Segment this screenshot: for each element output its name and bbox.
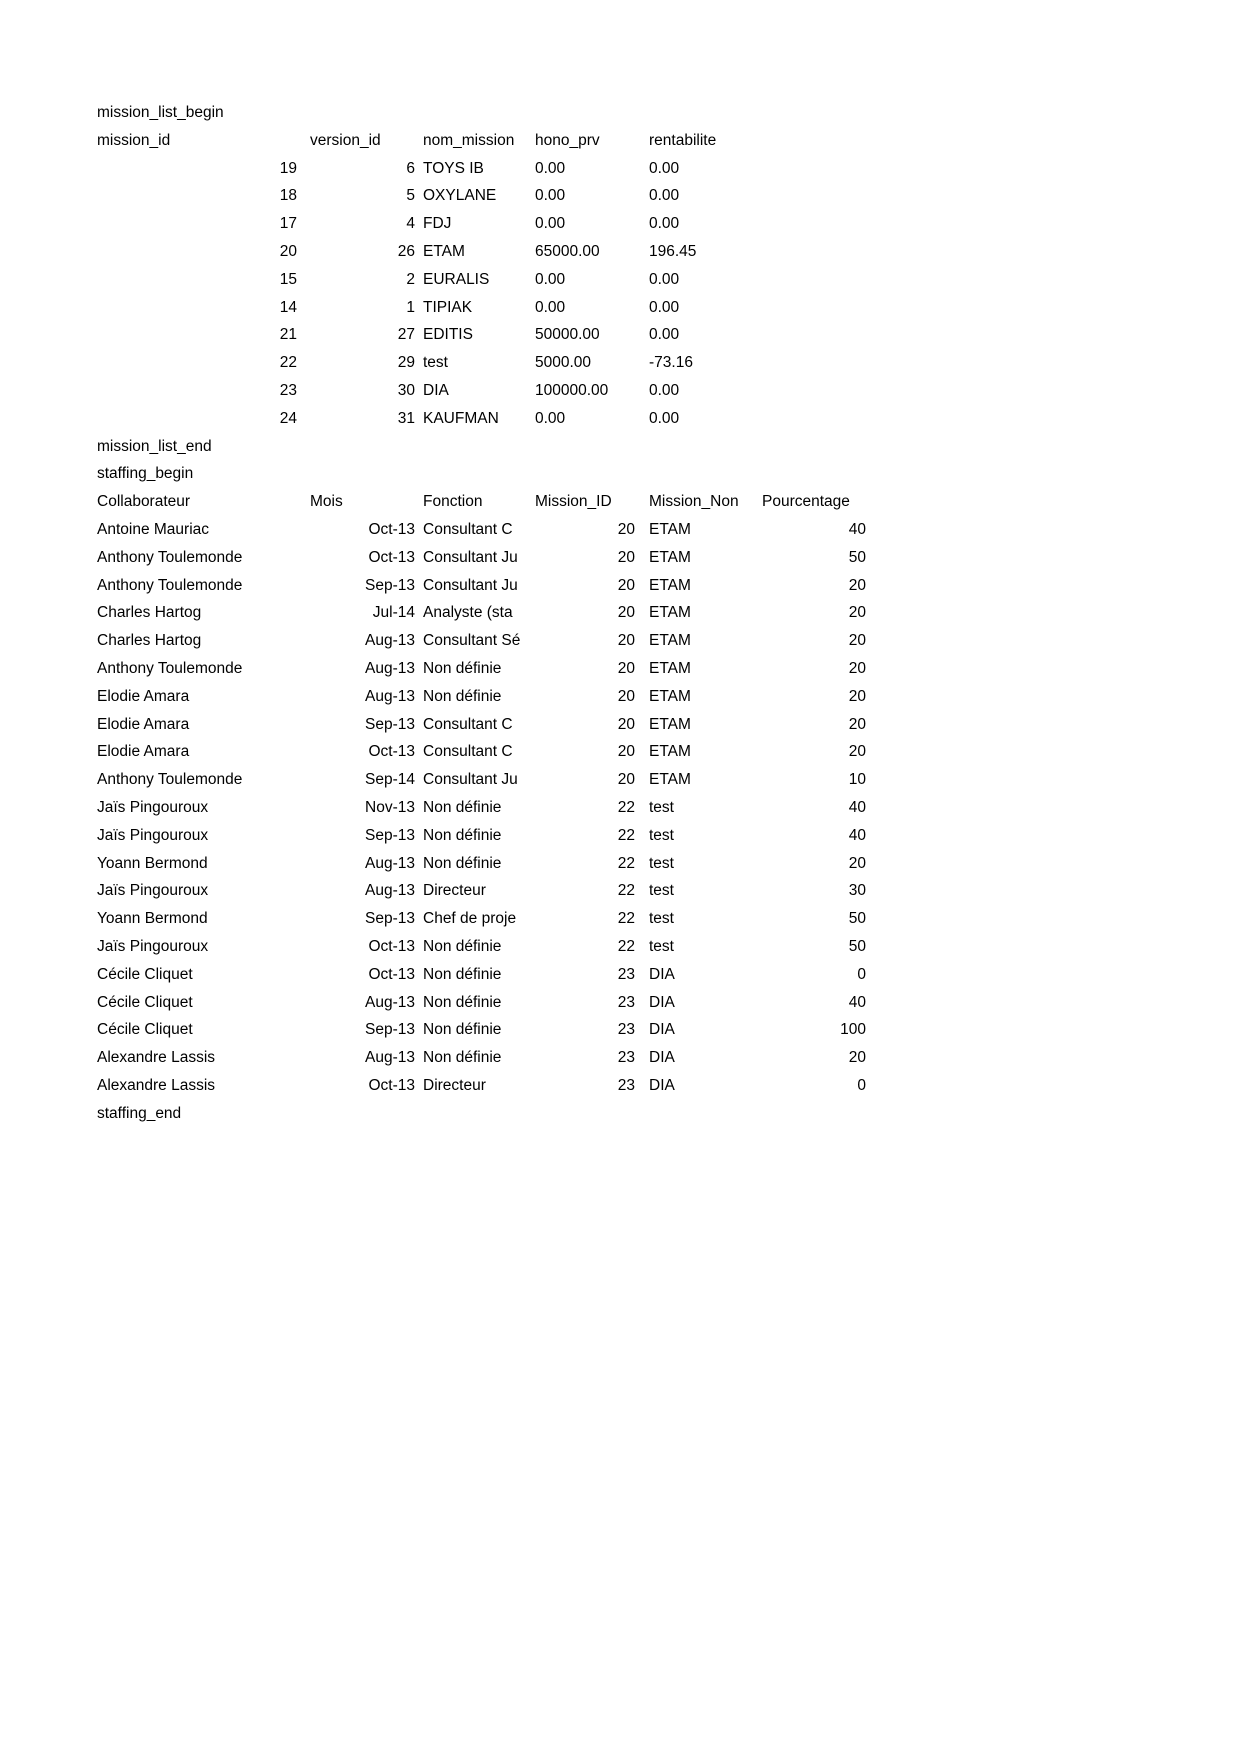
table-cell: 10 xyxy=(848,771,866,789)
table-cell: 23 xyxy=(617,1049,635,1067)
table-cell: 0.00 xyxy=(535,298,566,316)
table-cell: 20 xyxy=(279,242,297,260)
table-row xyxy=(97,266,1241,294)
table-cell: Consultant Ju xyxy=(423,576,518,594)
table-cell: 23 xyxy=(617,993,635,1011)
table-cell: 18 xyxy=(279,187,297,205)
table-cell: ETAM xyxy=(649,771,691,789)
mission-table-body xyxy=(97,155,1241,433)
table-cell: Jaïs Pingouroux xyxy=(97,882,209,900)
table-cell: KAUFMAN xyxy=(423,409,499,427)
table-cell: 22 xyxy=(617,798,635,816)
table-cell: ETAM xyxy=(649,715,691,733)
table-cell: 20 xyxy=(848,576,866,594)
table-cell: 19 xyxy=(279,159,297,177)
table-cell: 20 xyxy=(617,743,635,761)
table-cell: ETAM xyxy=(423,242,465,260)
table-cell: Sep-13 xyxy=(365,1021,415,1039)
table-cell: Sep-14 xyxy=(365,771,415,789)
table-cell: DIA xyxy=(649,993,675,1011)
table-cell: 50000.00 xyxy=(535,326,600,344)
table-cell: -73.16 xyxy=(649,354,693,372)
table-cell: 20 xyxy=(617,715,635,733)
table-cell: 0.00 xyxy=(649,215,680,233)
table-cell: 29 xyxy=(397,354,415,372)
table-cell: 1 xyxy=(406,298,415,316)
table-cell: 40 xyxy=(848,993,866,1011)
table-cell: EURALIS xyxy=(423,270,490,288)
table-cell: 23 xyxy=(617,965,635,983)
column-header-collaborateur: Collaborateur xyxy=(97,493,191,511)
table-cell: 0.00 xyxy=(535,187,566,205)
table-cell: Alexandre Lassis xyxy=(97,1049,216,1067)
table-row xyxy=(97,599,1241,627)
table-cell: TIPIAK xyxy=(423,298,473,316)
table-cell: 23 xyxy=(279,381,297,399)
table-cell: Yoann Bermond xyxy=(97,854,208,872)
table-cell: Non définie xyxy=(423,1049,502,1067)
table-cell: 14 xyxy=(279,298,297,316)
table-cell: 5 xyxy=(406,187,415,205)
table-cell: Non définie xyxy=(423,993,502,1011)
table-row xyxy=(97,238,1241,266)
table-cell: 20 xyxy=(617,771,635,789)
table-cell: Non définie xyxy=(423,687,502,705)
table-row xyxy=(97,294,1241,322)
table-cell: 15 xyxy=(279,270,297,288)
table-row xyxy=(97,321,1241,349)
table-row xyxy=(97,210,1241,238)
table-row xyxy=(97,822,1241,850)
table-row xyxy=(97,711,1241,739)
table-cell: 40 xyxy=(848,798,866,816)
table-row xyxy=(97,766,1241,794)
table-cell: Consultant C xyxy=(423,743,513,761)
table-cell: 30 xyxy=(397,381,415,399)
table-cell: Consultant Ju xyxy=(423,771,518,789)
table-cell: Aug-13 xyxy=(365,659,415,677)
table-row xyxy=(97,627,1241,655)
table-cell: Alexandre Lassis xyxy=(97,1076,216,1094)
table-cell: 0.00 xyxy=(649,159,680,177)
table-cell: Anthony Toulemonde xyxy=(97,548,243,566)
table-cell: 2 xyxy=(406,270,415,288)
table-cell: Antoine Mauriac xyxy=(97,520,210,538)
table-cell: 22 xyxy=(617,910,635,928)
table-cell: 20 xyxy=(848,632,866,650)
table-cell: Jaïs Pingouroux xyxy=(97,937,209,955)
table-row xyxy=(97,377,1241,405)
column-header-fonction: Fonction xyxy=(423,493,483,511)
column-header-mission-nom: Mission_Non xyxy=(649,493,739,511)
table-cell: 30 xyxy=(848,882,866,900)
table-cell: Oct-13 xyxy=(368,548,415,566)
table-cell: Directeur xyxy=(423,882,486,900)
table-row xyxy=(97,349,1241,377)
table-cell: 0 xyxy=(857,965,866,983)
table-row xyxy=(97,1044,1241,1072)
table-cell: EDITIS xyxy=(423,326,473,344)
table-cell: 0.00 xyxy=(649,409,680,427)
table-cell: Aug-13 xyxy=(365,1049,415,1067)
table-cell: FDJ xyxy=(423,215,452,233)
table-cell: DIA xyxy=(649,1021,675,1039)
table-cell: 17 xyxy=(279,215,297,233)
mission-list-begin-marker: mission_list_begin xyxy=(97,104,224,121)
table-cell: 22 xyxy=(617,854,635,872)
table-row xyxy=(97,683,1241,711)
table-cell: 20 xyxy=(617,604,635,622)
table-cell: Elodie Amara xyxy=(97,715,190,733)
table-cell: 50 xyxy=(848,548,866,566)
table-row xyxy=(97,1072,1241,1100)
table-cell: 20 xyxy=(617,687,635,705)
table-cell: 0.00 xyxy=(535,270,566,288)
column-header-rentabilite: rentabilite xyxy=(649,131,717,149)
table-row xyxy=(97,850,1241,878)
table-cell: 0.00 xyxy=(649,381,680,399)
table-cell: 20 xyxy=(617,520,635,538)
table-cell: Elodie Amara xyxy=(97,687,190,705)
table-cell: 20 xyxy=(617,659,635,677)
table-row xyxy=(97,877,1241,905)
table-cell: Consultant Sé xyxy=(423,632,521,650)
table-cell: 0.00 xyxy=(649,326,680,344)
table-cell: 20 xyxy=(848,604,866,622)
table-cell: ETAM xyxy=(649,520,691,538)
table-row xyxy=(97,155,1241,183)
staffing-table-header xyxy=(97,488,1241,516)
table-cell: test xyxy=(649,798,674,816)
table-cell: 5000.00 xyxy=(535,354,592,372)
table-row xyxy=(97,961,1241,989)
table-cell: Sep-13 xyxy=(365,826,415,844)
column-header-mois: Mois xyxy=(310,493,343,511)
staffing-table-body xyxy=(97,516,1241,1100)
table-cell: 23 xyxy=(617,1021,635,1039)
table-cell: OXYLANE xyxy=(423,187,497,205)
table-cell: test xyxy=(649,826,674,844)
table-cell: 0 xyxy=(857,1076,866,1094)
table-cell: Elodie Amara xyxy=(97,743,190,761)
mission-table-header xyxy=(97,127,1241,155)
table-cell: Charles Hartog xyxy=(97,604,202,622)
table-cell: Oct-13 xyxy=(368,965,415,983)
table-cell: 4 xyxy=(406,215,415,233)
table-cell: ETAM xyxy=(649,743,691,761)
table-cell: Aug-13 xyxy=(365,687,415,705)
table-cell: test xyxy=(649,882,674,900)
table-row xyxy=(97,933,1241,961)
table-row xyxy=(97,516,1241,544)
table-cell: 20 xyxy=(617,548,635,566)
table-row xyxy=(97,182,1241,210)
table-cell: test xyxy=(423,354,448,372)
table-cell: 196.45 xyxy=(649,242,697,260)
table-cell: Analyste (sta xyxy=(423,604,513,622)
table-cell: Oct-13 xyxy=(368,520,415,538)
table-cell: Oct-13 xyxy=(368,743,415,761)
table-cell: 22 xyxy=(617,826,635,844)
table-cell: 20 xyxy=(848,1049,866,1067)
table-cell: Jul-14 xyxy=(372,604,415,622)
column-header-version-id: version_id xyxy=(310,131,381,149)
table-cell: DIA xyxy=(649,1076,675,1094)
table-cell: 40 xyxy=(848,520,866,538)
table-cell: test xyxy=(649,937,674,955)
table-row xyxy=(97,655,1241,683)
table-cell: Directeur xyxy=(423,1076,486,1094)
table-cell: Aug-13 xyxy=(365,882,415,900)
table-cell: ETAM xyxy=(649,576,691,594)
table-cell: Cécile Cliquet xyxy=(97,993,193,1011)
table-cell: Aug-13 xyxy=(365,632,415,650)
column-header-pourcentage: Pourcentage xyxy=(762,493,850,511)
table-cell: ETAM xyxy=(649,687,691,705)
table-cell: 22 xyxy=(617,882,635,900)
table-cell: 31 xyxy=(397,409,415,427)
table-cell: Sep-13 xyxy=(365,715,415,733)
table-cell: DIA xyxy=(423,381,449,399)
table-cell: 27 xyxy=(397,326,415,344)
table-cell: 22 xyxy=(617,937,635,955)
table-cell: Aug-13 xyxy=(365,854,415,872)
table-cell: TOYS IB xyxy=(423,159,484,177)
table-cell: Sep-13 xyxy=(365,576,415,594)
table-cell: DIA xyxy=(649,965,675,983)
table-row xyxy=(97,738,1241,766)
column-header-hono-prv: hono_prv xyxy=(535,131,600,149)
table-cell: 20 xyxy=(617,576,635,594)
table-cell: 20 xyxy=(848,743,866,761)
table-cell: Consultant C xyxy=(423,520,513,538)
table-cell: 20 xyxy=(848,715,866,733)
table-row xyxy=(97,544,1241,572)
table-cell: Non définie xyxy=(423,854,502,872)
table-cell: 20 xyxy=(617,632,635,650)
table-cell: Anthony Toulemonde xyxy=(97,771,243,789)
table-row xyxy=(97,794,1241,822)
table-cell: 6 xyxy=(406,159,415,177)
table-cell: ETAM xyxy=(649,659,691,677)
table-cell: Jaïs Pingouroux xyxy=(97,826,209,844)
table-cell: test xyxy=(649,854,674,872)
table-cell: 100 xyxy=(840,1021,866,1039)
column-header-mission-id: Mission_ID xyxy=(535,493,612,511)
table-cell: 20 xyxy=(848,854,866,872)
table-row xyxy=(97,405,1241,433)
table-cell: 50 xyxy=(848,910,866,928)
table-cell: 100000.00 xyxy=(535,381,609,399)
table-cell: 65000.00 xyxy=(535,242,600,260)
table-cell: Non définie xyxy=(423,659,502,677)
table-cell: Non définie xyxy=(423,826,502,844)
table-cell: Nov-13 xyxy=(365,798,415,816)
table-cell: 20 xyxy=(848,659,866,677)
table-cell: Consultant Ju xyxy=(423,548,518,566)
table-cell: 0.00 xyxy=(535,159,566,177)
table-cell: ETAM xyxy=(649,548,691,566)
table-cell: ETAM xyxy=(649,632,691,650)
table-cell: Non définie xyxy=(423,798,502,816)
table-cell: 22 xyxy=(279,354,297,372)
mission-list-end-marker: mission_list_end xyxy=(97,437,212,455)
table-cell: 23 xyxy=(617,1076,635,1094)
table-row xyxy=(97,989,1241,1017)
table-cell: Anthony Toulemonde xyxy=(97,659,243,677)
table-cell: 0.00 xyxy=(535,409,566,427)
table-row xyxy=(97,1016,1241,1044)
table-row xyxy=(97,905,1241,933)
table-row xyxy=(97,572,1241,600)
column-header-mission-id: mission_id xyxy=(97,131,171,149)
table-cell: 0.00 xyxy=(649,298,680,316)
table-cell: Cécile Cliquet xyxy=(97,965,193,983)
table-cell: Jaïs Pingouroux xyxy=(97,798,209,816)
table-cell: Cécile Cliquet xyxy=(97,1021,193,1039)
table-cell: 20 xyxy=(848,687,866,705)
table-cell: 50 xyxy=(848,937,866,955)
table-cell: Oct-13 xyxy=(368,937,415,955)
table-cell: 26 xyxy=(397,242,415,260)
table-cell: 0.00 xyxy=(649,270,680,288)
table-cell: Non définie xyxy=(423,1021,502,1039)
table-cell: 0.00 xyxy=(649,187,680,205)
table-cell: 24 xyxy=(279,409,297,427)
table-cell: Anthony Toulemonde xyxy=(97,576,243,594)
table-cell: Sep-13 xyxy=(365,910,415,928)
table-cell: test xyxy=(649,910,674,928)
table-cell: 21 xyxy=(279,326,297,344)
staffing-end-marker: staffing_end xyxy=(97,1104,182,1122)
staffing-begin-marker: staffing_begin xyxy=(97,465,194,483)
column-header-nom-mission: nom_mission xyxy=(423,131,515,149)
table-cell: 40 xyxy=(848,826,866,844)
table-cell: Charles Hartog xyxy=(97,632,202,650)
table-cell: Non définie xyxy=(423,965,502,983)
table-cell: Yoann Bermond xyxy=(97,910,208,928)
table-cell: Oct-13 xyxy=(368,1076,415,1094)
table-cell: DIA xyxy=(649,1049,675,1067)
table-cell: Chef de proje xyxy=(423,910,517,928)
table-cell: Consultant C xyxy=(423,715,513,733)
table-cell: ETAM xyxy=(649,604,691,622)
table-cell: Non définie xyxy=(423,937,502,955)
table-cell: 0.00 xyxy=(535,215,566,233)
table-cell: Aug-13 xyxy=(365,993,415,1011)
